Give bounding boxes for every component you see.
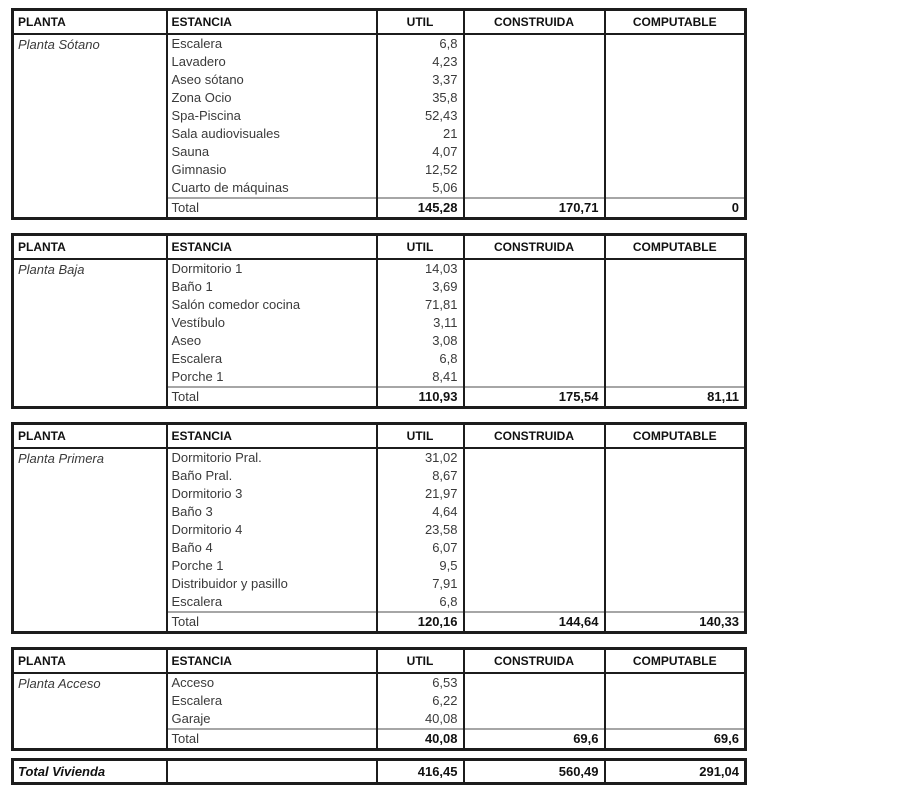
util-cell: 8,67 xyxy=(377,467,464,485)
util-cell: 7,91 xyxy=(377,575,464,593)
estancia-cell: Baño 4 xyxy=(167,539,377,557)
column-header-construida: CONSTRUIDA xyxy=(464,424,605,449)
header-row xyxy=(13,424,746,449)
area-table-planta-sotano xyxy=(11,8,747,220)
estancia-cell: Garaje xyxy=(167,710,377,729)
util-cell: 5,06 xyxy=(377,179,464,198)
util-cell: 4,07 xyxy=(377,143,464,161)
estancia-cell: Dormitorio 4 xyxy=(167,521,377,539)
column-header-construida: CONSTRUIDA xyxy=(464,10,605,35)
util-cell: 23,58 xyxy=(377,521,464,539)
column-header-planta: PLANTA xyxy=(13,235,167,260)
estancia-cell: Zona Ocio xyxy=(167,89,377,107)
header-row xyxy=(13,10,746,35)
computable-empty-cell xyxy=(605,34,746,198)
grand-total-construida: 560,49 xyxy=(464,760,605,784)
util-cell: 6,8 xyxy=(377,350,464,368)
total-computable: 140,33 xyxy=(605,612,746,633)
planta-name: Planta Acceso xyxy=(13,673,167,750)
total-label: Total xyxy=(167,729,377,750)
estancia-cell: Sala audiovisuales xyxy=(167,125,377,143)
computable-empty-cell xyxy=(605,259,746,387)
construida-empty-cell xyxy=(464,673,605,729)
construida-empty-cell xyxy=(464,259,605,387)
column-header-estancia: ESTANCIA xyxy=(167,649,377,674)
column-header-estancia: ESTANCIA xyxy=(167,424,377,449)
grand-total-computable: 291,04 xyxy=(605,760,746,784)
util-cell: 21 xyxy=(377,125,464,143)
util-cell: 9,5 xyxy=(377,557,464,575)
util-cell: 14,03 xyxy=(377,259,464,278)
estancia-cell: Porche 1 xyxy=(167,368,377,387)
util-cell: 3,37 xyxy=(377,71,464,89)
area-table-planta-primera xyxy=(11,422,747,634)
computable-empty-cell xyxy=(605,448,746,612)
computable-empty-cell xyxy=(605,673,746,729)
estancia-cell: Acceso xyxy=(167,673,377,692)
estancia-cell: Aseo sótano xyxy=(167,71,377,89)
total-util: 120,16 xyxy=(377,612,464,633)
planta-name: Planta Baja xyxy=(13,259,167,408)
column-header-util: UTIL xyxy=(377,10,464,35)
util-cell: 71,81 xyxy=(377,296,464,314)
util-cell: 4,23 xyxy=(377,53,464,71)
estancia-cell: Lavadero xyxy=(167,53,377,71)
estancia-cell: Escalera xyxy=(167,34,377,53)
estancia-cell: Sauna xyxy=(167,143,377,161)
total-label: Total xyxy=(167,612,377,633)
total-computable: 69,6 xyxy=(605,729,746,750)
grand-total-label: Total Vivienda xyxy=(13,760,167,784)
grand-total-util: 416,45 xyxy=(377,760,464,784)
total-util: 145,28 xyxy=(377,198,464,219)
column-header-util: UTIL xyxy=(377,235,464,260)
util-cell: 3,69 xyxy=(377,278,464,296)
column-header-construida: CONSTRUIDA xyxy=(464,235,605,260)
table-row xyxy=(13,673,746,692)
total-util: 110,93 xyxy=(377,387,464,408)
util-cell: 6,53 xyxy=(377,673,464,692)
total-computable: 81,11 xyxy=(605,387,746,408)
column-header-util: UTIL xyxy=(377,649,464,674)
util-cell: 3,08 xyxy=(377,332,464,350)
util-cell: 35,8 xyxy=(377,89,464,107)
total-construida: 144,64 xyxy=(464,612,605,633)
estancia-cell: Escalera xyxy=(167,350,377,368)
total-label: Total xyxy=(167,198,377,219)
util-cell: 40,08 xyxy=(377,710,464,729)
column-header-construida: CONSTRUIDA xyxy=(464,649,605,674)
estancia-cell: Baño 3 xyxy=(167,503,377,521)
estancia-cell: Gimnasio xyxy=(167,161,377,179)
util-cell: 6,07 xyxy=(377,539,464,557)
column-header-computable: COMPUTABLE xyxy=(605,649,746,674)
util-cell: 8,41 xyxy=(377,368,464,387)
total-label: Total xyxy=(167,387,377,408)
total-construida: 170,71 xyxy=(464,198,605,219)
column-header-planta: PLANTA xyxy=(13,10,167,35)
estancia-cell: Cuarto de máquinas xyxy=(167,179,377,198)
planta-name: Planta Primera xyxy=(13,448,167,633)
column-header-planta: PLANTA xyxy=(13,424,167,449)
estancia-cell: Baño Pral. xyxy=(167,467,377,485)
util-cell: 6,8 xyxy=(377,593,464,612)
header-row xyxy=(13,235,746,260)
table-row xyxy=(13,448,746,467)
estancia-cell: Baño 1 xyxy=(167,278,377,296)
column-header-estancia: ESTANCIA xyxy=(167,10,377,35)
estancia-cell: Escalera xyxy=(167,593,377,612)
util-cell: 31,02 xyxy=(377,448,464,467)
util-cell: 6,8 xyxy=(377,34,464,53)
planta-name: Planta Sótano xyxy=(13,34,167,219)
column-header-computable: COMPUTABLE xyxy=(605,424,746,449)
util-cell: 12,52 xyxy=(377,161,464,179)
estancia-cell: Dormitorio 3 xyxy=(167,485,377,503)
util-cell: 6,22 xyxy=(377,692,464,710)
estancia-cell: Spa-Piscina xyxy=(167,107,377,125)
total-util: 40,08 xyxy=(377,729,464,750)
column-header-computable: COMPUTABLE xyxy=(605,235,746,260)
total-construida: 175,54 xyxy=(464,387,605,408)
util-cell: 3,11 xyxy=(377,314,464,332)
header-row xyxy=(13,649,746,674)
util-cell: 52,43 xyxy=(377,107,464,125)
column-header-computable: COMPUTABLE xyxy=(605,10,746,35)
area-table-planta-baja xyxy=(11,233,747,409)
grand-total-table xyxy=(11,758,747,785)
table-row xyxy=(13,259,746,278)
estancia-cell: Salón comedor cocina xyxy=(167,296,377,314)
util-cell: 21,97 xyxy=(377,485,464,503)
estancia-cell: Distribuidor y pasillo xyxy=(167,575,377,593)
column-header-estancia: ESTANCIA xyxy=(167,235,377,260)
area-table-planta-acceso xyxy=(11,647,747,751)
construida-empty-cell xyxy=(464,448,605,612)
construida-empty-cell xyxy=(464,34,605,198)
grand-total-estancia-empty xyxy=(167,760,377,784)
table-row xyxy=(13,34,746,53)
estancia-cell: Dormitorio Pral. xyxy=(167,448,377,467)
estancia-cell: Porche 1 xyxy=(167,557,377,575)
estancia-cell: Dormitorio 1 xyxy=(167,259,377,278)
column-header-planta: PLANTA xyxy=(13,649,167,674)
grand-total-row xyxy=(13,760,746,784)
util-cell: 4,64 xyxy=(377,503,464,521)
column-header-util: UTIL xyxy=(377,424,464,449)
estancia-cell: Aseo xyxy=(167,332,377,350)
estancia-cell: Escalera xyxy=(167,692,377,710)
total-construida: 69,6 xyxy=(464,729,605,750)
total-computable: 0 xyxy=(605,198,746,219)
estancia-cell: Vestíbulo xyxy=(167,314,377,332)
